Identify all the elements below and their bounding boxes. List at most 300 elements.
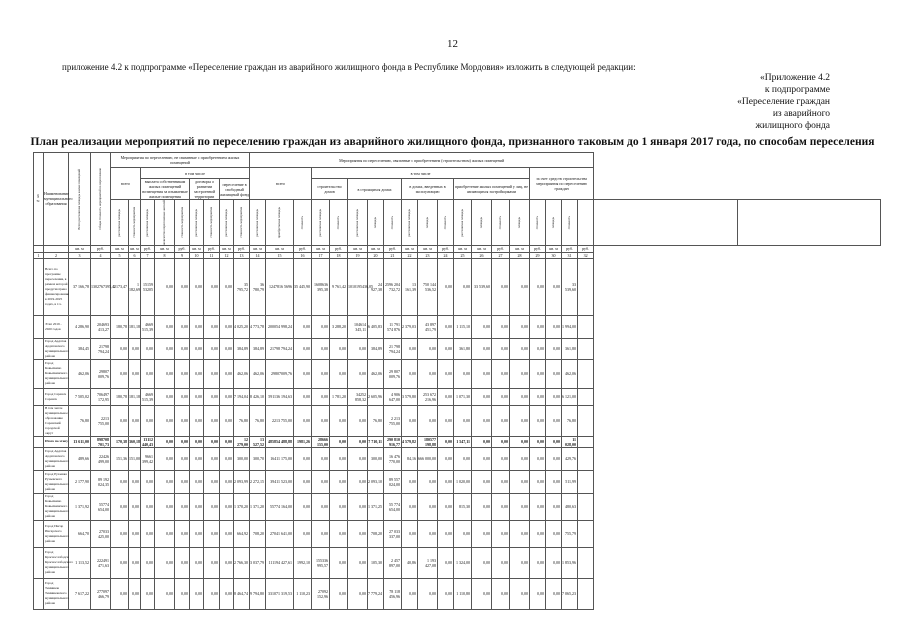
value-cell: 180,78 <box>111 388 129 405</box>
value-cell: 8 426,10 <box>250 388 266 405</box>
unit-cell <box>34 245 44 252</box>
value-cell: 0,00 <box>348 547 368 578</box>
value-cell: 29807 009,76 <box>91 359 111 388</box>
right-last-subheader <box>578 200 594 246</box>
value-cell: 2 093,10 <box>368 470 384 493</box>
value-cell: 0,00 <box>546 338 562 359</box>
appendix-line: «Переселение граждан <box>737 97 830 107</box>
value-cell: 0,00 <box>155 315 175 338</box>
value-cell: 4669 515,39 <box>141 388 155 405</box>
value-cell: 11 791 574 876 <box>384 315 402 338</box>
value-cell: 0,00 <box>530 405 546 436</box>
value-cell: 429,76 <box>562 447 578 470</box>
column-number-cell: 13 <box>234 252 250 258</box>
value-cell: 104614 345,11 <box>348 315 368 338</box>
value-cell: 2213 755,00 <box>266 405 294 436</box>
value-cell: 0,00 <box>220 359 234 388</box>
value-cell <box>578 258 594 315</box>
column-number-cell: 23 <box>418 252 438 258</box>
value-cell: 180,78 <box>111 315 129 338</box>
value-cell: 181,18 <box>129 388 141 405</box>
value-cell: 277097 466,79 <box>91 578 111 609</box>
value-cell: 1 994,00 <box>562 315 578 338</box>
col-num-header: № п/п <box>34 153 44 246</box>
value-cell: 0,00 <box>220 493 234 520</box>
value-cell: 27041 641,00 <box>266 520 294 547</box>
value-cell: 36 780,79 <box>250 258 266 315</box>
value-cell: 76,80 <box>368 405 384 436</box>
value-cell: 0,00 <box>492 338 510 359</box>
unit-cell: руб. <box>578 245 594 252</box>
value-cell: 300,00 <box>368 447 384 470</box>
column-number-cell: 30 <box>546 252 562 258</box>
value-cell: 0,00 <box>141 520 155 547</box>
value-cell: 0,00 <box>510 258 530 315</box>
value-cell: 0,00 <box>472 520 492 547</box>
value-cell: 0,00 <box>510 493 530 520</box>
value-cell: 0,00 <box>330 405 348 436</box>
column-number-cell: 19 <box>348 252 368 258</box>
value-cell: 111194 427,61 <box>266 547 294 578</box>
value-cell: 0,00 <box>220 470 234 493</box>
column-number-cell: 31 <box>562 252 578 258</box>
table-row <box>34 338 881 359</box>
table-row <box>34 520 881 547</box>
value-cell: 0,00 <box>472 338 492 359</box>
value-cell: 3 037,79 <box>250 547 266 578</box>
right-last-header: за счет средств строительства мероприятия по переселению граждан <box>530 168 594 200</box>
right-subheader: стоимость <box>438 200 454 246</box>
value-cell: 11 028,00 <box>562 436 578 447</box>
value-cell: 0,00 <box>348 338 368 359</box>
value-cell: 7 065,23 <box>562 578 578 609</box>
value-cell: 0,00 <box>294 520 312 547</box>
value-cell: 331071 319,53 <box>266 578 294 609</box>
value-cell: 0,00 <box>294 447 312 470</box>
value-cell: 0,00 <box>155 470 175 493</box>
value-cell: 0,00 <box>418 520 438 547</box>
unit-cell: кв. м <box>220 245 234 252</box>
value-cell: 1992,10 <box>294 547 312 578</box>
column-number-cell: 20 <box>368 252 384 258</box>
value-cell: 37 166,78 <box>69 258 91 315</box>
value-cell: 34252 858,32 <box>348 388 368 405</box>
value-cell: 0,00 <box>141 405 155 436</box>
value-cell: 0,00 <box>294 470 312 493</box>
row-num-cell <box>34 547 44 578</box>
unit-cell: руб. <box>330 245 348 252</box>
value-cell: 0,00 <box>472 547 492 578</box>
unit-cell: кв. м <box>510 245 530 252</box>
value-cell: 0,00 <box>220 520 234 547</box>
table-row <box>34 578 881 609</box>
right-subheader: стоимость <box>492 200 510 246</box>
value-cell: 0,00 <box>111 338 129 359</box>
value-cell: 13112 440,43 <box>142 436 153 447</box>
value-cell: 0,00 <box>204 338 220 359</box>
value-cell: 0,00 <box>111 520 129 547</box>
value-cell: 1 182,69 <box>129 258 141 315</box>
value-cell <box>578 470 594 493</box>
value-cell: 0,00 <box>492 547 510 578</box>
municipality-name-cell: Город Инсар Инсарского муниципального района <box>44 520 69 547</box>
value-cell: 290 810 916,77 <box>384 436 402 447</box>
unit-cell: руб. <box>294 245 312 252</box>
value-cell: 21798 794,24 <box>91 338 111 359</box>
right-subheader: стоимость <box>330 200 348 246</box>
column-number-cell: 18 <box>330 252 348 258</box>
value-cell: 0,00 <box>190 578 204 609</box>
value-cell: 0,00 <box>129 338 141 359</box>
left-subheader: стоимость мероприятия <box>129 200 141 246</box>
table-row <box>34 447 881 470</box>
value-cell: 22426 499,00 <box>91 447 111 470</box>
value-cell: 0,00 <box>294 315 312 338</box>
right-vsego-header: всего <box>250 168 312 200</box>
value-cell: 708,20 <box>250 520 266 547</box>
value-cell: 0,00 <box>348 359 368 388</box>
value-cell: 0,00 <box>175 436 190 447</box>
table-row <box>34 388 881 405</box>
value-cell: 0,00 <box>472 470 492 493</box>
value-cell: 84,16 <box>402 447 418 470</box>
value-cell: 1608636 395,38 <box>312 258 330 315</box>
value-cell: 39411 523,00 <box>266 470 294 493</box>
value-cell: 55774 164,00 <box>266 493 294 520</box>
value-cell: 4 773,78 <box>250 315 266 338</box>
value-cell: 0,00 <box>204 388 220 405</box>
value-cell: 0,00 <box>312 470 330 493</box>
value-cell: 0,00 <box>472 388 492 405</box>
value-cell: 0,00 <box>155 578 175 609</box>
left-vsego-header: всего <box>111 168 141 200</box>
value-cell: 0,00 <box>472 405 492 436</box>
value-cell: 0,00 <box>175 493 190 520</box>
document-title: План реализации мероприятий по переселению граждан из аварийного жилищного фонда, признанного таковым до 1 января 2017 года, по способам переселения <box>30 136 875 148</box>
value-cell: 200054 998,24 <box>266 315 294 338</box>
value-cell: 2 605,96 <box>368 388 384 405</box>
value-cell: 33 539,60 <box>472 258 492 315</box>
column-number-cell: 26 <box>472 252 492 258</box>
value-cell: 384,89 <box>368 338 384 359</box>
value-cell: 1 324,00 <box>454 547 472 578</box>
value-cell: 489,66 <box>69 447 91 470</box>
value-cell: 8 464,74 <box>234 578 250 609</box>
value-cell: 16 476 770,00 <box>384 447 402 470</box>
value-cell: 0,00 <box>220 315 234 338</box>
unit-cell: кв. м <box>155 245 175 252</box>
value-cell: 0,00 <box>155 520 175 547</box>
value-cell: 0,00 <box>492 447 510 470</box>
value-cell: 0,00 <box>546 405 562 436</box>
unit-cell: кв. м <box>312 245 330 252</box>
value-cell: 1 547,11 <box>454 436 472 447</box>
value-cell: 0,00 <box>402 520 418 547</box>
value-cell: 0,00 <box>111 405 129 436</box>
value-cell: 0,00 <box>348 436 368 447</box>
value-cell: 0,00 <box>190 447 204 470</box>
group-header-not-acquisition: Мероприятия по переселению, не связанные с приобретением жилых помещений <box>111 153 250 168</box>
value-cell: 485854 488,88 <box>266 436 294 447</box>
value-cell: 0,00 <box>111 493 129 520</box>
value-cell: 0,00 <box>530 447 546 470</box>
appendix-heading <box>690 72 830 132</box>
column-number-cell: 2 <box>44 252 69 258</box>
value-cell: 35 445,90 <box>294 258 312 315</box>
value-cell: 0,00 <box>175 405 190 436</box>
appendix-line: к подпрограмме <box>764 85 830 95</box>
value-cell: 0,00 <box>175 520 190 547</box>
agreement-header: договоры о развитии застроенной территории <box>190 179 220 200</box>
right-last-subheader <box>737 200 880 246</box>
unit-cell: руб. <box>91 245 111 252</box>
value-cell: 0,00 <box>294 338 312 359</box>
value-cell: 7 194,04 <box>234 388 250 405</box>
value-cell: 706497 172,95 <box>91 388 111 405</box>
value-cell: 1010195436,05 <box>348 258 368 315</box>
value-cell: 27092 152,96 <box>312 578 330 609</box>
value-cell: 4 579,82 <box>402 436 418 447</box>
value-cell: 0,00 <box>472 578 492 609</box>
value-cell: 0,00 <box>546 470 562 493</box>
value-cell: 591136 194,63 <box>266 388 294 405</box>
left-subheader: расселяемая площадь <box>141 200 155 246</box>
column-number-cell: 16 <box>294 252 312 258</box>
value-cell: 24 927,38 <box>368 258 384 315</box>
value-cell: 0,00 <box>204 359 220 388</box>
value-cell: 0,00 <box>155 447 175 470</box>
value-cell: 0,00 <box>438 388 454 405</box>
column-number-cell: 17 <box>312 252 330 258</box>
value-cell: 0,00 <box>190 338 204 359</box>
left-subheader: стоимость мероприятия <box>204 200 220 246</box>
value-cell: 0,00 <box>204 547 220 578</box>
value-cell: 0,00 <box>155 405 175 436</box>
compensation-header: выплата собственникам жилых помещений возмещения за изымаемые жилые помещения <box>142 179 188 199</box>
value-cell: 0,00 <box>294 493 312 520</box>
unit-cell: кв. м <box>368 245 384 252</box>
value-cell: 0,00 <box>175 258 190 315</box>
left-subheader: стоимость мероприятия <box>234 200 250 246</box>
municipality-name-cell: Город Ковылкино Ковылкинского муниципального района <box>44 359 69 388</box>
value-cell: 2 093,99 <box>234 470 250 493</box>
value-cell: 13 611,00 <box>69 436 91 447</box>
column-number-cell: 22 <box>402 252 418 258</box>
value-cell: 0,00 <box>510 436 530 447</box>
value-cell: 29 807 009,76 <box>384 359 402 388</box>
value-cell: 1 113,52 <box>69 547 91 578</box>
value-cell: 0,00 <box>190 359 204 388</box>
unit-cell: кв. м <box>454 245 472 252</box>
value-cell: 3 579,80 <box>402 388 418 405</box>
value-cell: 6 121,00 <box>562 388 578 405</box>
value-cell: 4 025,20 <box>234 315 250 338</box>
value-cell: 76,80 <box>250 405 266 436</box>
value-cell: 1 371,20 <box>250 493 266 520</box>
value-cell: 0,00 <box>438 315 454 338</box>
value-cell: 151,00 <box>129 447 141 470</box>
value-cell: 0,00 <box>129 359 141 388</box>
value-cell: 76,80 <box>562 405 578 436</box>
value-cell: 0,00 <box>111 470 129 493</box>
value-cell: 0,00 <box>190 493 204 520</box>
col-total-area-header: Всего расселяемая площадь жилых помещений <box>69 153 91 246</box>
resettlement-plan-table <box>33 152 881 610</box>
right-subheader: площадь <box>418 200 438 246</box>
value-cell: 0,00 <box>438 447 454 470</box>
value-cell: 16411 175,00 <box>266 447 294 470</box>
value-cell: 15159 53205 <box>141 258 155 315</box>
table-row <box>34 315 881 338</box>
value-cell: 0,00 <box>155 436 175 447</box>
value-cell <box>578 436 594 447</box>
value-cell: 0,00 <box>190 315 204 338</box>
value-cell: 361,80 <box>562 338 578 359</box>
value-cell: 0,00 <box>141 493 155 520</box>
value-cell: 0,00 <box>510 578 530 609</box>
value-cell: 0,00 <box>155 258 175 315</box>
value-cell: 462,06 <box>234 359 250 388</box>
value-cell: 9 794,80 <box>250 578 266 609</box>
value-cell: 0,00 <box>204 520 220 547</box>
column-number-cell: 27 <box>492 252 510 258</box>
value-cell: 0,00 <box>330 520 348 547</box>
value-cell: 33 539,60 <box>562 258 578 315</box>
value-cell: 0,00 <box>530 388 546 405</box>
value-cell: 2596 204 732,72 <box>384 258 402 315</box>
row-num-cell <box>34 388 44 405</box>
value-cell <box>578 578 594 609</box>
value-cell: 0,00 <box>204 578 220 609</box>
value-cell: 0,00 <box>330 436 348 447</box>
value-cell: 0,00 <box>402 405 418 436</box>
value-cell: 0,00 <box>129 578 141 609</box>
value-cell: 462,06 <box>250 359 266 388</box>
value-cell: 0,00 <box>530 547 546 578</box>
value-cell: 0,00 <box>175 338 190 359</box>
right-subheader: площадь <box>546 200 562 246</box>
value-cell: 0,00 <box>530 359 546 388</box>
table-row <box>34 258 881 315</box>
value-cell: 180577 198,88 <box>418 436 438 447</box>
table-row <box>34 436 881 447</box>
value-cell: 0,00 <box>530 258 546 315</box>
group-header-acquisition: Мероприятия по переселению, связанные с приобретением (строительством) жилых помещений <box>250 153 594 168</box>
value-cell: 0,00 <box>312 359 330 388</box>
value-cell: 0,00 <box>546 447 562 470</box>
value-cell: 9 761,42 <box>330 258 348 315</box>
value-cell: 2 272,15 <box>250 470 266 493</box>
column-number-cell: 6 <box>129 252 141 258</box>
value-cell: 1981,26 <box>294 436 312 447</box>
value-cell: 0,00 <box>418 359 438 388</box>
value-cell: 1 173,47 <box>111 258 129 315</box>
value-cell: 89 192 024,35 <box>91 470 111 493</box>
value-cell: 0,00 <box>348 578 368 609</box>
value-cell: 105,30 <box>368 547 384 578</box>
value-cell: 0,00 <box>312 520 330 547</box>
value-cell: 0,00 <box>546 520 562 547</box>
value-cell: 0,00 <box>492 520 510 547</box>
value-cell: 28666 155,00 <box>312 436 330 447</box>
value-cell: 151,36 <box>111 447 129 470</box>
value-cell: 170,38 <box>111 436 129 447</box>
column-number-cell: 4 <box>91 252 111 258</box>
unit-cell: кв. м <box>69 245 91 252</box>
appendix-line: жилищного фонда <box>755 121 830 131</box>
value-cell: 1 371,92 <box>69 493 91 520</box>
value-cell: 462,06 <box>368 359 384 388</box>
column-number-cell: 10 <box>190 252 204 258</box>
value-cell: 27033 425,00 <box>91 520 111 547</box>
value-cell: 0,00 <box>220 578 234 609</box>
appendix-line: из аварийного <box>772 109 830 119</box>
column-number-cell: 28 <box>510 252 530 258</box>
municipality-name-cell: Город Ардатов Ардатовского муниципального района <box>44 447 69 470</box>
value-cell: 384,89 <box>234 338 250 359</box>
value-cell: 27 033 337,00 <box>384 520 402 547</box>
value-cell: 0,00 <box>204 405 220 436</box>
value-cell: 0,00 <box>129 405 141 436</box>
value-cell: 755,79 <box>562 520 578 547</box>
value-cell: 1 071,30 <box>454 388 472 405</box>
value-cell: 0,00 <box>402 578 418 609</box>
value-cell: 2 177,90 <box>69 470 91 493</box>
value-cell: 0,00 <box>175 359 190 388</box>
value-cell: 0,00 <box>190 258 204 315</box>
value-cell <box>578 359 594 388</box>
value-cell: 0,00 <box>312 338 330 359</box>
value-cell: 0,00 <box>492 359 510 388</box>
value-cell: 0,00 <box>190 405 204 436</box>
value-cell: 7 710,11 <box>368 436 384 447</box>
value-cell: 0,00 <box>438 258 454 315</box>
table-row <box>34 547 881 578</box>
right-last-subheader <box>594 200 737 246</box>
value-cell: 0,00 <box>438 520 454 547</box>
value-cell: 0,00 <box>129 470 141 493</box>
value-cell: 0,00 <box>294 388 312 405</box>
value-cell: 0,00 <box>155 359 175 388</box>
value-cell: 0,00 <box>330 470 348 493</box>
right-subheader: расселяемая площадь <box>348 200 368 246</box>
column-number-cell: 12 <box>220 252 234 258</box>
value-cell: 0,00 <box>438 470 454 493</box>
value-cell: 0,00 <box>175 547 190 578</box>
table-row <box>34 359 881 388</box>
value-cell: 361,80 <box>454 338 472 359</box>
column-number-cell: 29 <box>530 252 546 258</box>
unit-cell: руб. <box>438 245 454 252</box>
value-cell: 0,00 <box>438 493 454 520</box>
value-cell: 2 766,30 <box>234 547 250 578</box>
value-cell: 0,00 <box>492 405 510 436</box>
right-subheader: площадь <box>472 200 492 246</box>
value-cell: 462,06 <box>562 359 578 388</box>
value-cell: 21 798 794,24 <box>384 338 402 359</box>
value-cell: 0,00 <box>330 447 348 470</box>
value-cell <box>578 315 594 338</box>
value-cell: 0,00 <box>438 578 454 609</box>
value-cell: 2 213 755,00 <box>384 405 402 436</box>
municipality-name-cell: Город Краснослободск Краснослободского муниципального района <box>44 547 69 578</box>
left-subheader: расселяемая площадь <box>111 200 129 246</box>
municipality-name-cell: В том числе муниципальное образование Саранский городской округ <box>45 405 68 435</box>
value-cell: 0,00 <box>312 405 330 436</box>
right-subheader: расселяемая площадь <box>402 200 418 246</box>
in-finished-header: в домах, введенных в эксплуатацию <box>402 179 454 200</box>
value-cell: 0,00 <box>220 388 234 405</box>
